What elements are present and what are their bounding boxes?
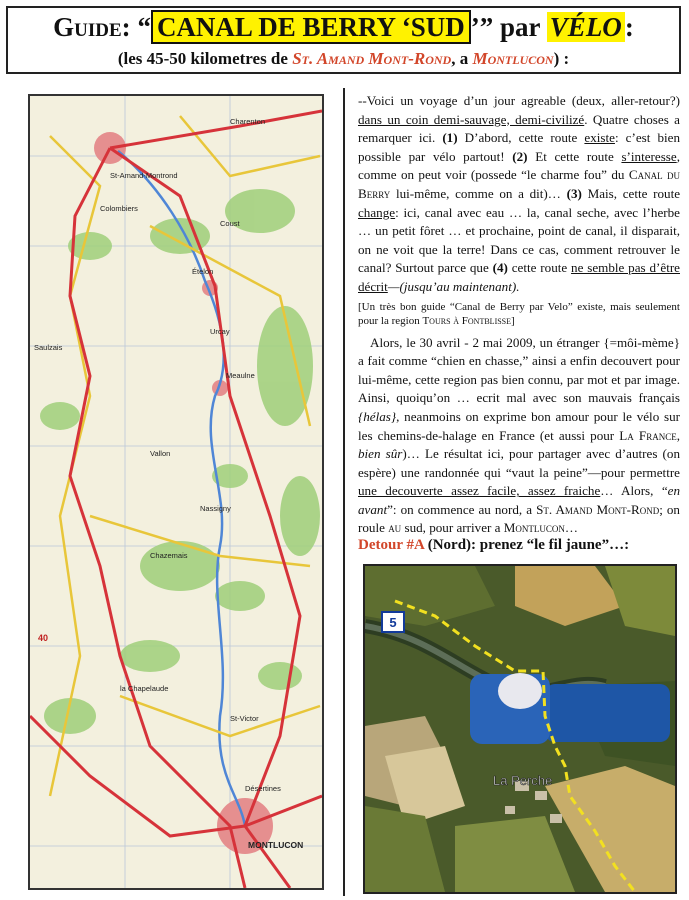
p1-u1: dans un coin demi-sauvage, demi-civilizé bbox=[358, 111, 585, 127]
paragraph-2 bbox=[358, 334, 680, 539]
p2-t4: … Alors, “ bbox=[600, 483, 668, 499]
p1-intro: --Voici un voyage d’un jour agreable (deux, aller-retour?) bbox=[358, 93, 680, 108]
p1-n3: (3) bbox=[566, 185, 582, 201]
title-velo: VÉLO bbox=[547, 12, 625, 42]
p1-canal: Canal du Berry bbox=[358, 167, 680, 201]
detour-label: Detour #A bbox=[358, 537, 424, 553]
p1-n2: (2) bbox=[512, 148, 528, 164]
note-open: [Un très bon guide “Canal de Berry par Velo” existe, mais seulement pour la region bbox=[358, 300, 680, 327]
map-label-colombiers: Colombiers bbox=[100, 204, 138, 213]
subtitle-mid: , a bbox=[451, 49, 469, 68]
title-highlight: CANAL DE BERRY ‘SUD bbox=[151, 10, 471, 44]
map-label-saulzais: Saulzais bbox=[34, 343, 63, 352]
title-par: par bbox=[500, 12, 541, 42]
page-title bbox=[8, 11, 679, 43]
note-close: ] bbox=[511, 314, 515, 327]
p2-t7: sud, pour arriver a bbox=[404, 520, 501, 536]
guide-label: Guide: bbox=[53, 12, 131, 42]
route-map-graphic bbox=[30, 96, 322, 888]
p2-lafrance: La France bbox=[619, 427, 677, 443]
p1-u4: change bbox=[358, 204, 396, 220]
header-box bbox=[6, 6, 681, 74]
p2-biensur: bien sûr bbox=[358, 446, 403, 462]
subtitle-end: Montlucon bbox=[472, 49, 554, 68]
map-label-chazemais: Chazemais bbox=[150, 551, 188, 560]
map-label-st-amand: St-Amand-Montrond bbox=[110, 171, 178, 180]
subtitle-suffix: ) : bbox=[553, 49, 570, 68]
map-label-desertines: Désertines bbox=[245, 784, 281, 793]
title-colon: : bbox=[624, 12, 634, 42]
p1-t10: —(jusqu’au maintenant). bbox=[387, 278, 520, 294]
p1-n4: (4) bbox=[492, 260, 508, 276]
map-place-label: La Perche bbox=[493, 773, 553, 788]
p1-u2: existe bbox=[584, 130, 615, 146]
column-divider bbox=[343, 88, 345, 896]
p2-enavant: en avant bbox=[358, 483, 680, 517]
note-tours: Tours à Fontblisse bbox=[422, 314, 512, 327]
p2-comma: , bbox=[676, 427, 680, 443]
p2-au: au bbox=[388, 520, 402, 536]
p2-t1: Alors, le 30 avril - 2 mai 2009, un étranger {=môi-mème} a fait comme “chien en chasse,” ainsi a enfin decouvert pour lui-même, cette region pas bien connu, par mot et par image. Ainsi, quoiqu’on … ecrit mal avec son mauvais français bbox=[358, 334, 680, 406]
paragraph-note bbox=[358, 300, 680, 328]
p2-u1: une decouverte assez facile, assez fraiche bbox=[358, 483, 601, 499]
title-close-quote: ’” bbox=[470, 12, 494, 42]
route-map bbox=[28, 94, 324, 890]
p1-u5: ne semble pas d’être décrit bbox=[358, 260, 680, 294]
p1-t5: , comme on peut voir (possede “le charme fou” du bbox=[358, 148, 680, 183]
map-label-route-40: 40 bbox=[38, 633, 49, 643]
body-text bbox=[358, 92, 680, 538]
detour-rest: (Nord): prenez “le fil jaune”…: bbox=[427, 537, 630, 553]
p2-helas: {hélas} bbox=[358, 408, 397, 424]
map-label-vallon: Vallon bbox=[150, 449, 171, 458]
detour-heading bbox=[358, 537, 680, 554]
p2-montlucon: Montlucon bbox=[503, 520, 565, 536]
p2-t3: )… Le résultat ici, pour partager avec d’autres (on espère) une randonnée qui “vaut la peine”—pour permettre bbox=[358, 446, 680, 480]
subtitle-prefix: (les 45-50 kilometres de bbox=[117, 49, 288, 68]
map-label-nassigny: Nassigny bbox=[200, 504, 231, 513]
p1-t1: . Quatre choses a remarquer ici. bbox=[358, 111, 680, 146]
map-label-urcay: Urcay bbox=[210, 327, 230, 336]
map-label-etelon: Ételon bbox=[192, 267, 214, 276]
p1-t6: lui-même, comme on a dit)… bbox=[395, 185, 561, 201]
p1-t8: : ici, canal avec eau … la, canal seche, avec l’herbe … un petit fôret … et prochaine, point de canal, il disparait, on ne voit que la terre! Dans ce cas, comment retrouver le canal? Surtout parce que bbox=[358, 204, 680, 276]
p1-t7: Mais, cette route bbox=[587, 185, 681, 201]
aerial-map-graphic bbox=[365, 566, 675, 892]
map-label-st-victor: St-Victor bbox=[230, 714, 259, 723]
map-label-montlucon: MONTLUCON bbox=[248, 840, 304, 850]
title-open-quote: “ bbox=[137, 12, 151, 42]
p2-stamand: St. Amand Mont-Rond bbox=[536, 501, 660, 517]
map-label-charenton: Charenton bbox=[230, 117, 266, 126]
map-marker-5: 5 bbox=[389, 615, 397, 630]
p1-u3: s’interesse bbox=[621, 148, 677, 164]
p1-n1: (1) bbox=[442, 130, 458, 146]
p2-t5: ”: on commence au nord, a bbox=[387, 501, 533, 517]
page-subtitle bbox=[8, 48, 679, 70]
p1-t2: D’abord, cette route bbox=[464, 130, 578, 146]
p1-t4: Et cette route bbox=[535, 148, 614, 164]
subtitle-start: St. Amand Mont-Rond bbox=[292, 49, 452, 68]
map-label-meaulne: Meaulne bbox=[226, 371, 255, 380]
p2-t6: ; on roule bbox=[358, 501, 680, 536]
p1-t9: cette route bbox=[511, 260, 568, 276]
paragraph-1 bbox=[358, 92, 680, 297]
p1-t3: : c’est bien possible par vélo partout! bbox=[358, 130, 680, 164]
map-label-coust: Coust bbox=[220, 219, 240, 228]
detour-aerial-map bbox=[363, 564, 677, 894]
p2-t8: … bbox=[564, 520, 578, 536]
p2-t2: , neanmoins on exprime bon amour pour le vélo sur les chemins-de-halage en France (et aussi pour bbox=[358, 408, 680, 443]
map-label-chapelaude: la Chapelaude bbox=[120, 684, 169, 693]
